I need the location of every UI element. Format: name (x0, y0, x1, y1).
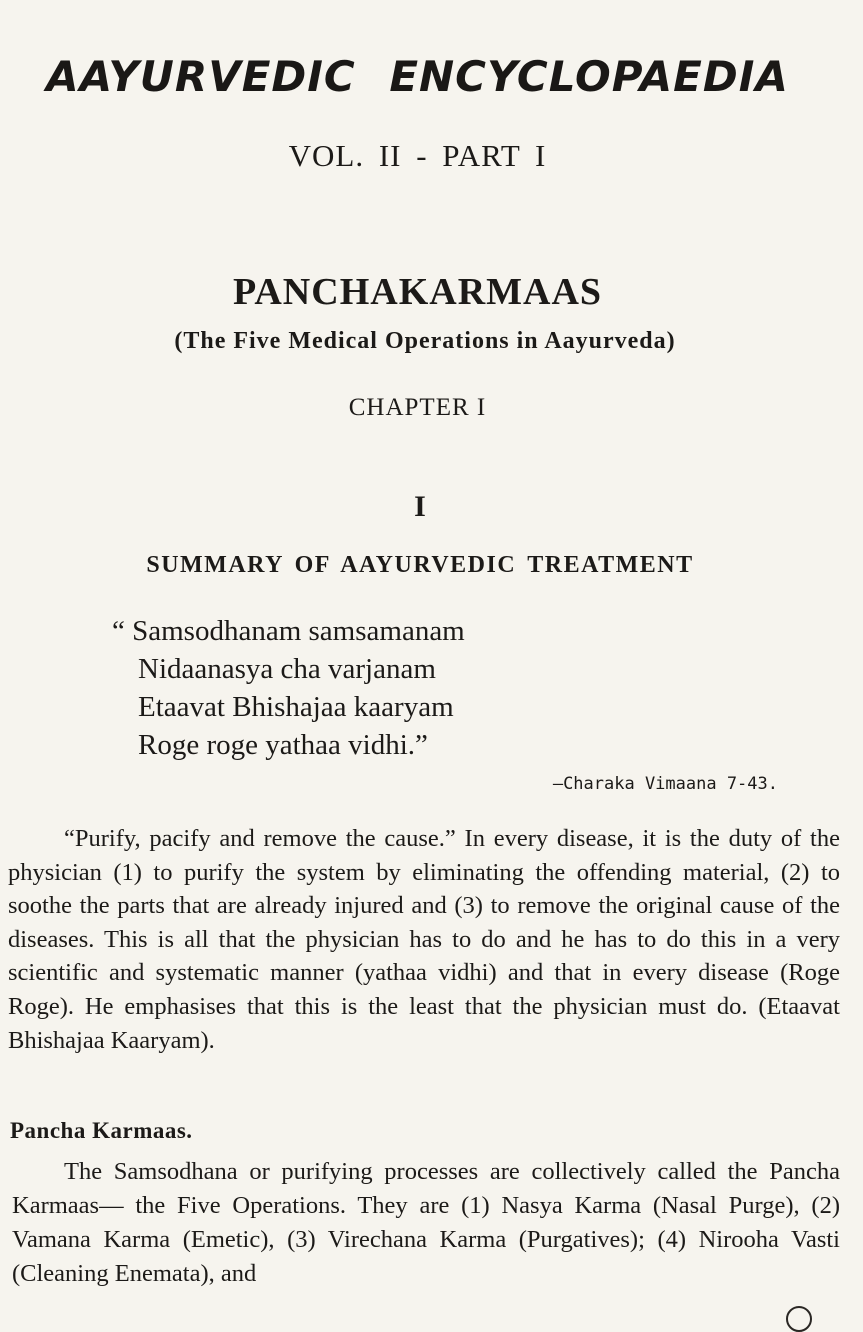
body-paragraph: The Samsodhana or purifying processes are collectively called the Pancha Karmaas— the Five Operations. They are (1) Nasya Karma (Nasal Purge), (2) Vamana Karma (Emetic), (3) Virechana Karma (Purgatives); (4) Nirooha Vasti (Cleaning Enemata), and (12, 1158, 840, 1287)
verse-line: Etaavat Bhishajaa kaaryam (138, 691, 454, 723)
verse-citation: —Charaka Vimaana 7-43. (552, 774, 778, 794)
page-mark-icon (786, 1306, 812, 1332)
section-title: PANCHAKARMAAS (232, 271, 603, 313)
sanskrit-verse (112, 612, 465, 764)
chapter-label: CHAPTER I (348, 394, 487, 421)
section-number: I (414, 490, 426, 523)
verse-line: “ Samsodhanam samsamanam (112, 615, 465, 647)
summary-heading: SUMMARY OF AAYURVEDIC TREATMENT (146, 552, 694, 578)
body-paragraph: “Purify, pacify and remove the cause.” In every disease, it is the duty of the physician (1) to purify the system by eliminating the offending material, (2) to soothe the parts that are already injured and (3) to remove the original cause of the diseases. This is all that the physician has to do and he has to do this in a very scientific and systematic manner (yathaa vidhi) and that in every disease (Roge Roge). He emphasises that this is the least that the physician must do. (Etaavat Bhishajaa Kaaryam). (8, 825, 840, 1054)
section-subtitle: (The Five Medical Operations in Aayurveda) (174, 328, 676, 354)
subheading: Pancha Karmaas. (10, 1118, 193, 1143)
verse-line: Nidaanasya cha varjanam (138, 653, 436, 685)
book-title: AAYURVEDIC ENCYCLOPAEDIA (46, 52, 789, 101)
verse-line: Roge roge yathaa vidhi.” (138, 729, 428, 761)
volume-label: VOL. II - PART I (288, 138, 547, 173)
